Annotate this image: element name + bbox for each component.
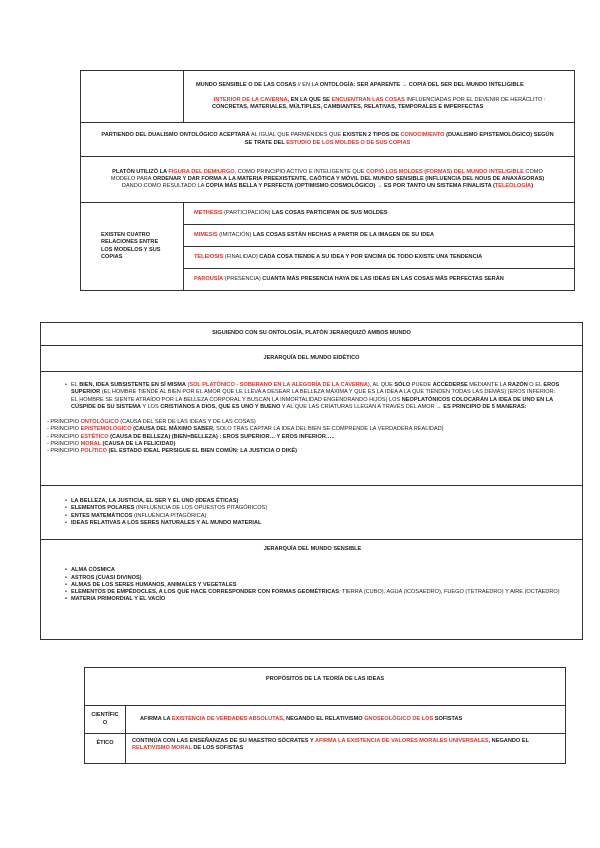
good-item: • EL BIEN, IDEA SUBSISTENTE EN SÍ MISMA (SOL PLATÓNICO - SOBERANO EN LA ALEGORÍA DE LA CAVERNA), AL QUE SÓLO PUEDE ACCEDERSE MEDIANTE LA RAZÓN O EL EROS SUPERIOR (EL HOMBRE TIENDE AL BIEN POR EL AMOR QUE LE LLEVA A DESEAR LA BELLEZA MÁXIMA Y QUE ES LA IDEA A LA QUE TIENDEN TODAS LAS DEMÁS) (EROS INFERIOR: EL HOMBRE SE SIENTE ATRAÍDO POR LA BELLEZA CORPORAL Y BUSCAN LA INMORTALIDAD ENGENDRANDO HIJOS) LOS NEOPLATÓNICOS COLOCARÁN LA IDEA DE UNO EN LA CÚSPIDE DE SU SISTEMA Y LOS CRISTIANOS A DIOS, QUE ES UNO Y BUENO Y AL QUE LAS CRIATURAS LLEGAN A TRAVÉS DEL AMOR → ES PRINCIPIO DE 5 MANERAS: [65, 382, 560, 411]
sensible-world-cell [184, 71, 575, 123]
relation-teleiosis: TELEIOSIS (FINALIDAD) CADA COSA TIENDE A SU IDEA Y POR ENCIMA DE TODO EXISTE UNA TENDENCIA [184, 247, 575, 269]
principle-ontological: - PRINCIPIO ONTOLÓGICO (CAUSA DEL SER DE LAS IDEAS Y DE LAS COSAS) [47, 419, 256, 426]
dualism-cell: PARTIENDO DEL DUALISMO ONTOLÓGICO ACEPTARÁ AL IGUAL QUE PARMÉNIDES QUE EXISTEN 2 TIPOS DE CONOCIMIENTO (DUALISMO EPISTEMOLÓGICO) SEGÚN SE TRATE DEL ESTUDIO DE LOS MOLDES O DE SUS COPIAS [81, 123, 575, 157]
ontology-table [80, 70, 575, 291]
entity-math: • ENTES MATEMÁTICOS (INFLUENCIA PITAGÓRICA) [65, 513, 560, 520]
entity-beauty: • LA BELLEZA, LA JUSTICIA, EL SER Y EL UNO (IDEAS ÉTICAS) [65, 498, 560, 505]
purposes-table [84, 667, 566, 764]
good-cell [41, 372, 583, 486]
hierarchy-table [40, 322, 583, 640]
eidetic-heading: JERARQUÍA DEL MUNDO EIDÉTICO [41, 346, 583, 372]
empty-cell [81, 71, 184, 123]
scientific-label: CIENTÍFIC O [85, 706, 126, 734]
relation-mimesis: MIMESIS (IMITACIÓN) LAS COSAS ESTÁN HECHAS A PARTIR DE LA IMAGEN DE SU IDEA [184, 225, 575, 247]
entity-polar: • ELEMENTOS POLARES (INFLUENCIA DE LOS OPUESTOS PITAGÓRICOS) [65, 505, 560, 512]
relation-methesis: METHESIS (PARTICIPACIÓN) LAS COSAS PARTICIPAN DE SUS MOLDES [184, 203, 575, 225]
ethical-label: ÉTICO [85, 734, 126, 764]
sensible-heading: JERARQUÍA DEL MUNDO SENSIBLE [263, 546, 362, 552]
sensible-stars: • ASTROS (CUASI DIVINOS) [65, 575, 560, 582]
sensible-soul: • ALMA CÓSMICA [65, 567, 560, 574]
sensible-hierarchy-cell [41, 540, 583, 640]
purposes-title: PROPÓSITOS DE LA TEORÍA DE LAS IDEAS [85, 668, 566, 706]
principle-moral: - PRINCIPIO MORAL (CAUSA DE LA FELICIDAD) [47, 440, 176, 447]
sensible-elements: • ELEMENTOS DE EMPÉDOCLES, A LOS QUE HACE CORRESPONDER CON FORMAS GEOMÉTRICAS: TIERRA (CUBO), AGUA (ICOSAEDRO), FUEGO (TETRAEDRO) Y AIRE (OCTAEDRO) [65, 589, 560, 596]
principle-political: - PRINCIPIO POLÍTICO (EL ESTADO IDEAL PERSIGUE EL BIEN COMÚN: LA JUSTICIA O DIKÉ) [47, 448, 297, 455]
hierarchy-title: SIGUIENDO CON SU ONTOLOGÍA, PLATÓN JERARQUIZÓ AMBOS MUNDO [41, 323, 583, 346]
cave-text: -INTERIOR DE LA CAVERNA, EN LA QUE SE ENCUENTRAN LAS COSAS INFLUENCIADAS POR EL DEVENIR DE HERÁCLITO : CONCRETAS, MATERIALES, MÚLTIPLES, CAMBIANTES, RELATIVAS, TEMPORALES E IMPERFECTAS [212, 96, 546, 111]
sensible-world-text: MUNDO SENSIBLE O DE LAS COSAS // EN LA ONTOLOGÍA: SER APARENTE → COPIA DEL SER DEL MUNDO INTELIGIBLE [196, 81, 524, 88]
principle-aesthetic: - PRINCIPIO ESTÉTICO (CAUSA DE BELLEZA) (BIEN=BELLEZA) : EROS SUPERIOR… Y EROS INFERIOR….. [47, 433, 335, 440]
sensible-matter: • MATERIA PRIMORDIAL Y EL VACÍO [65, 596, 560, 603]
sensible-souls: • ALMAS DE LOS SERES HUMANOS, ANIMALES Y VEGETALES [65, 582, 560, 589]
ethical-cell: CONTINÚA CON LAS ENSEÑANZAS DE SU MAESTRO SÓCRATES Y AFIRMA LA EXISTENCIA DE VALORES MORALES UNIVERSALES, NEGANDO EL RELATIVISMO MORAL DE LOS SOFISTAS [126, 734, 566, 764]
principles-list [47, 419, 560, 455]
relations-label-cell [81, 203, 184, 291]
relation-parousia: PAROUSÍA (PRESENCIA) CUANTA MÁS PRESENCIA HAYA DE LAS IDEAS EN LAS COSAS MÁS PERFECTAS SERÁN [184, 269, 575, 291]
demiurge-cell: PLATÓN UTILIZÓ LA FIGURA DEL DEMIURGO, COMO PRINCIPIO ACTIVO E INTELIGENTE QUE COPIÓ LOS MOLDES (FORMAS) DEL MUNDO INTELIGIBLE COMO MODELO PARA ORDENAR Y DAR FORMA A LA MATERIA PREEXISTENTE, CAÓTICA Y MÓVIL DEL MUNDO SENSIBLE (INFLUENCIA DEL NOUS DE ANAXÁGORAS) DANDO COMO RESULTADO LA COPIA MÁS BELLA Y PERFECTA (OPTIMISMO COSMOLÓGICO) → ES POR TANTO UN SISTEMA FINALISTA (TELEOLOGÍA) [81, 157, 575, 203]
entity-natural: • IDEAS RELATIVAS A LOS SERES NATURALES Y AL MUNDO MATERIAL [65, 520, 560, 527]
relations-label: EXISTEN CUATRO RELACIONES ENTRE LOS MODELOS Y SUS COPIAS [101, 231, 161, 260]
principle-epistemological: - PRINCIPIO EPISTEMOLÓGICO (CAUSA DEL MÁXIMO SABER, SOLO TRAS CAPTAR LA IDEA DEL BIEN SE COMPRENDE LA VERDADERA REALIDAD) [47, 426, 444, 433]
scientific-cell: AFIRMA LA EXISTENCIA DE VERDADES ABSOLUTAS, NEGANDO EL RELATIVISMO GNOSEOLÓGICO DE LOS SOFISTAS [126, 706, 566, 734]
eidetic-entities-cell [41, 486, 583, 540]
